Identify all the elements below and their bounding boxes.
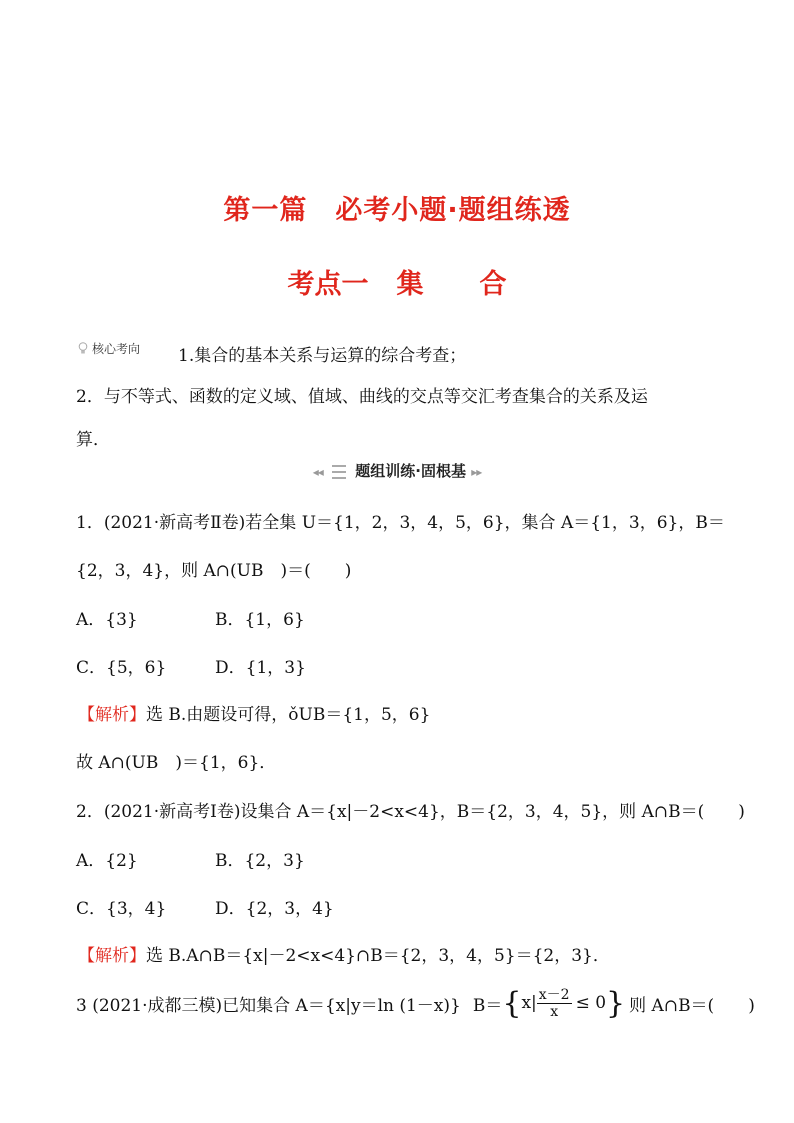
q3-suffix: 则 A∩B＝( ) <box>629 995 755 1016</box>
q2-option-c: C．{3，4} <box>76 899 167 919</box>
q3-fraction <box>537 987 572 1020</box>
q1-option-a: A．{3} <box>76 610 138 630</box>
banner-left-decoration: ◂◂ <box>312 465 323 479</box>
section-banner <box>0 460 794 481</box>
q3-set-b-label: B＝ <box>472 995 503 1016</box>
core-direction-label: 核心考向 <box>92 342 141 356</box>
intro-line-3: 算． <box>76 430 110 450</box>
q1-answer-line-2: 故 A∩(UB )＝{1，6}． <box>76 753 277 773</box>
q1-answer <box>78 700 430 725</box>
q1-option-c: C．{5，6} <box>76 658 167 678</box>
q2-line-1: 2．(2021·新高考Ⅰ卷)设集合 A＝{x|－2<x<4}，B＝{2，3，4，5}，则 A∩B＝( ) <box>76 802 745 822</box>
q1-line-1: 1．(2021·新高考Ⅱ卷)若全集 U＝{1，2，3，4，5，6}，集合 A＝{1，3，6}，B＝ <box>76 513 725 533</box>
q3-fraction-denominator: x <box>550 1003 559 1020</box>
q3-fraction-numerator: x－2 <box>538 986 570 1003</box>
q1-option-d: D．{1，3} <box>215 658 306 678</box>
q2-option-a: A．{2} <box>76 851 138 871</box>
q2-answer <box>78 941 610 966</box>
section-name-part-1: 集 <box>396 269 424 300</box>
banner-text: 题组训练·固根基 <box>355 462 466 480</box>
q2-answer-text: 选 B.A∩B＝{x|－2<x<4}∩B＝{2，3，4，5}＝{2，3}． <box>146 946 610 966</box>
intro-line-1: 1.集合的基本关系与运算的综合考查； <box>178 346 467 366</box>
right-brace: } <box>606 985 626 1021</box>
chapter-title: 第一篇 必考小题·题组练透 <box>223 195 571 226</box>
banner-right-decoration: ▸▸ <box>471 465 482 479</box>
intro-line-2: 2．与不等式、函数的定义域、值域、曲线的交点等交汇考查集合的关系及运 <box>76 387 648 407</box>
section-label: 考点一 <box>287 269 369 300</box>
q3-set-b-condition: ≤ 0 <box>575 993 607 1013</box>
section-name-part-2: 合 <box>479 269 507 300</box>
q1-answer-text: 选 B.由题设可得，ǒUB＝{1，5，6} <box>146 705 431 725</box>
q3-line-1 <box>76 978 755 1028</box>
q2-option-b: B．{2，3} <box>215 851 305 871</box>
section-title <box>0 262 794 301</box>
q1-option-b: B．{1，6} <box>215 610 305 630</box>
q2-option-d: D．{2，3，4} <box>215 899 334 919</box>
left-brace: { <box>502 985 522 1021</box>
q2-answer-tag: 【解析】 <box>78 946 146 966</box>
q1-line-2: {2，3，4}，则 A∩(UB )＝( ) <box>76 561 352 581</box>
q3-set-b-var: x| <box>521 993 537 1013</box>
banner-list-icon <box>332 465 346 479</box>
q1-answer-tag: 【解析】 <box>78 705 146 725</box>
q3-prefix: 3 (2021·成都三模)已知集合 A＝{x|y＝ln (1－x)} <box>76 995 461 1016</box>
core-direction-tag <box>78 340 140 357</box>
lightbulb-icon <box>78 342 88 355</box>
